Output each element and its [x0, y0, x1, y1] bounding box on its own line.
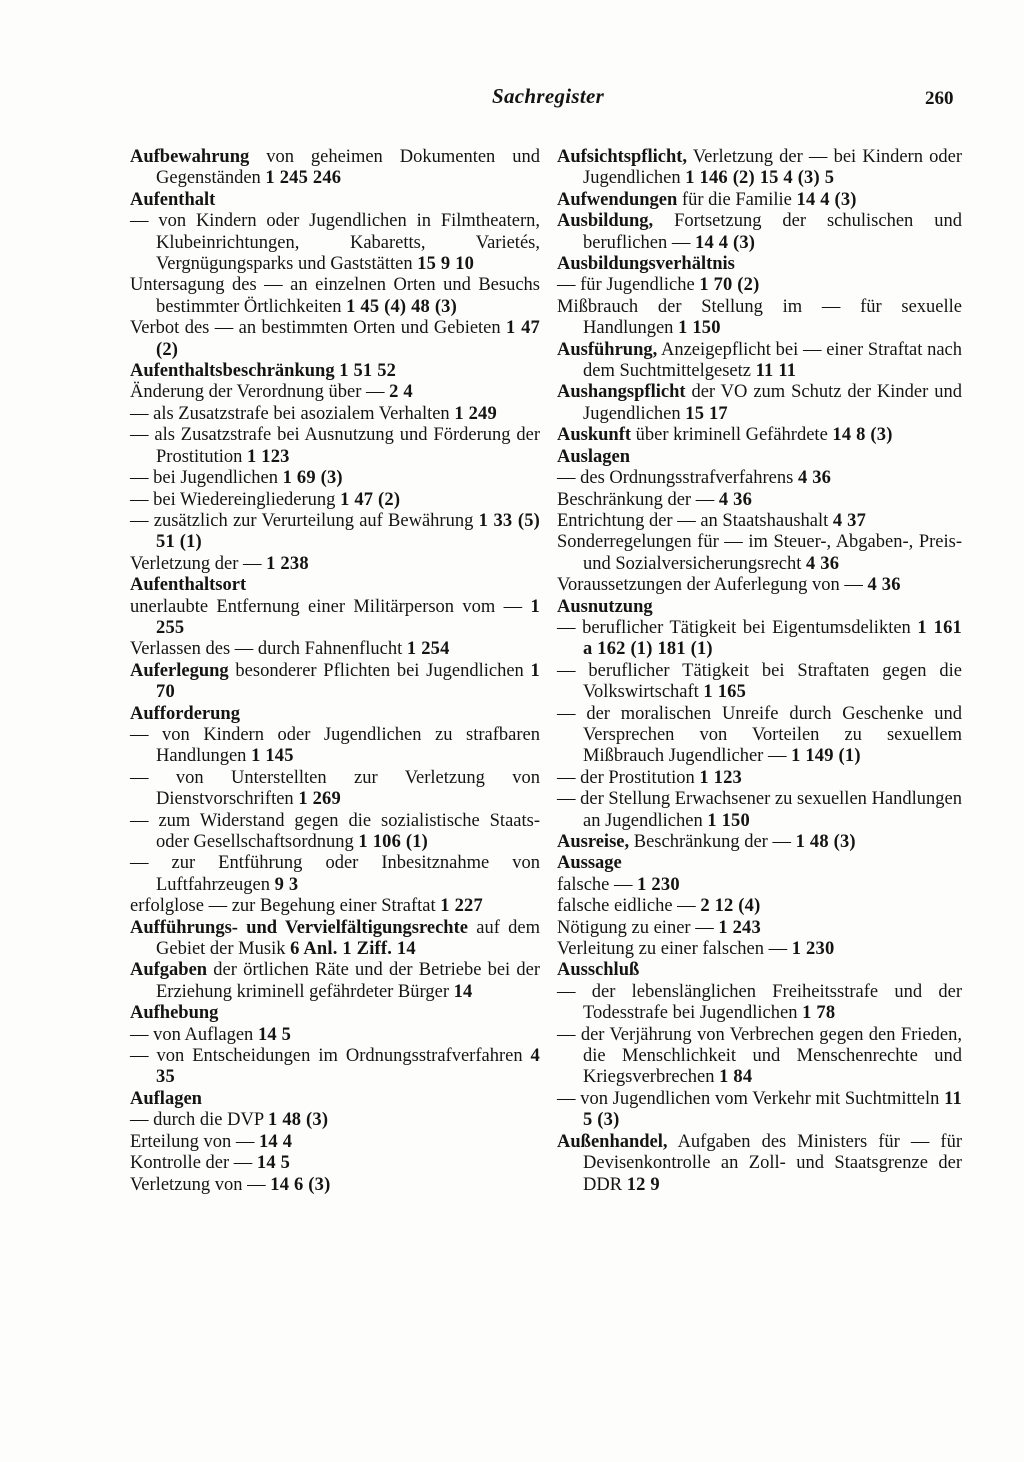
- entry-text: — beruflicher Tätigkeit bei Eigentumsdelikten: [557, 617, 918, 638]
- entry-reference: 4 36: [867, 575, 901, 596]
- entry-reference: 14 4 (3): [695, 232, 756, 253]
- index-entry: [557, 832, 962, 853]
- entry-text: Änderung der Verordnung über —: [130, 382, 390, 403]
- entry-text: über kriminell Gefährdete: [631, 425, 833, 446]
- index-entry: [130, 575, 540, 596]
- entry-text: — zusätzlich zur Verurteilung auf Bewährung: [130, 510, 479, 531]
- entry-reference: 1 243: [718, 917, 761, 938]
- entry-keyword: Aufführungs- und Vervielfältigungsrechte: [130, 917, 468, 938]
- index-entry: [130, 425, 540, 468]
- entry-reference: 1 249: [454, 403, 497, 424]
- entry-keyword: Auskunft: [557, 425, 632, 446]
- entry-reference: 1 84: [719, 1067, 753, 1088]
- entry-keyword: Ausschluß: [557, 960, 640, 981]
- entry-reference: 11 5 (3): [583, 1088, 962, 1131]
- index-entry: [130, 318, 540, 361]
- index-entry: [130, 468, 540, 489]
- entry-keyword: Ausbildung,: [557, 211, 654, 232]
- entry-keyword: Aussage: [557, 853, 622, 874]
- index-entry: [557, 618, 962, 661]
- entry-keyword: Ausnutzung: [557, 596, 653, 617]
- index-entry: [130, 382, 540, 403]
- entry-text: — bei Jugendlichen: [130, 468, 283, 489]
- entry-text: falsche eidliche —: [557, 896, 701, 917]
- entry-text: — der lebenslänglichen Freiheitsstrafe und der Todesstrafe bei Jugendlichen: [557, 981, 962, 1024]
- entry-text: auf dem Gebiet der Musik: [156, 917, 540, 960]
- entry-text: für die Familie: [677, 189, 797, 210]
- entry-text: — von Entscheidungen im Ordnungsstrafverfahren: [130, 1046, 531, 1067]
- entry-text: — von Unterstellten zur Verletzung von Dienstvorschriften: [130, 767, 540, 810]
- index-entry: [557, 939, 962, 960]
- entry-reference: 1 230: [637, 874, 680, 895]
- entry-keyword: Ausführung,: [557, 339, 658, 360]
- entry-text: — von Kindern oder Jugendlichen zu strafbaren Handlungen: [130, 724, 540, 767]
- index-entry: [557, 490, 962, 511]
- index-entry: [130, 211, 540, 275]
- entry-reference: 4 36: [797, 468, 832, 489]
- index-entry: [557, 661, 962, 704]
- index-entry: [130, 811, 540, 854]
- entry-reference: 4 36: [805, 553, 840, 574]
- entry-reference: 12 9: [626, 1174, 660, 1195]
- entry-text: Kontrolle der —: [130, 1153, 257, 1174]
- entry-reference: 1 47 (2): [156, 318, 540, 360]
- entry-text: — der Stellung Erwachsener zu sexuellen Handlungen an Jugendlichen: [557, 789, 962, 831]
- entry-reference: 1 33 (5) 51 (1): [156, 510, 540, 553]
- index-column-left: [130, 147, 540, 1196]
- entry-text: Erteilung von —: [130, 1131, 259, 1152]
- entry-text: — der Verjährung von Verbrechen gegen den Frieden, die Menschlichkeit und Menschenrechte und Kriegsverbrechen: [557, 1024, 962, 1088]
- index-entry: [130, 404, 540, 425]
- entry-reference: 14 6 (3): [270, 1174, 331, 1195]
- index-entry: [130, 704, 540, 725]
- entry-reference: 1 123: [246, 446, 290, 467]
- entry-text: besonderer Pflichten bei Jugendlichen: [228, 660, 531, 681]
- entry-reference: 1 146 (2) 15 4 (3) 5: [685, 168, 835, 189]
- index-entry: [130, 768, 540, 811]
- entry-reference: 1 150: [678, 318, 721, 339]
- entry-reference: 4 36: [718, 489, 753, 510]
- index-entry: [130, 853, 540, 896]
- index-entry: [557, 1132, 962, 1196]
- index-entry: [557, 447, 962, 468]
- entry-keyword: Außenhandel,: [557, 1131, 668, 1152]
- entry-text: Sonderregelungen für — im Steuer-, Abgaben-, Preis- und Sozialversicherungsrecht: [557, 532, 962, 574]
- entry-keyword: Aufenthaltsbeschränkung: [130, 361, 335, 382]
- entry-reference: 1 227: [440, 896, 483, 917]
- entry-reference: 1 78: [802, 1003, 836, 1024]
- entry-keyword: Aufbewahrung: [130, 147, 250, 167]
- index-entry: [130, 1175, 540, 1196]
- entry-text: Verlassen des — durch Fahnenflucht: [130, 639, 407, 660]
- entry-reference: 1 165: [703, 682, 747, 703]
- index-entry: [557, 575, 962, 596]
- entry-reference: 1 70 (2): [699, 275, 760, 296]
- entry-text: falsche —: [557, 874, 638, 895]
- entry-keyword: Auflagen: [130, 1088, 202, 1109]
- entry-text: — von Kindern oder Jugendlichen in Filmtheatern, Klubeinrichtungen, Kabaretts, Varietés, Vergnügungsparks und Gaststätten: [130, 211, 540, 275]
- entry-reference: 14: [453, 981, 473, 1002]
- entry-keyword: Auslagen: [557, 446, 630, 467]
- entry-text: — durch die DVP: [130, 1110, 269, 1131]
- entry-reference: 4 35: [156, 1046, 540, 1088]
- entry-reference: 14 4: [258, 1131, 293, 1152]
- entry-keyword: Aufenthalt: [130, 189, 216, 210]
- index-entry: [557, 147, 962, 190]
- entry-text: von geheimen Dokumenten und Gegenständen: [156, 147, 540, 189]
- entry-text: Verbot des — an bestimmten Orten und Gebieten: [130, 318, 507, 339]
- entry-keyword: Aushangspflicht: [557, 382, 686, 403]
- entry-text: — zum Widerstand gegen die sozialistische Staats- oder Gesellschaftsordnung: [130, 810, 540, 852]
- entry-reference: 2 12 (4): [700, 896, 761, 917]
- index-entry: [130, 1153, 540, 1174]
- index-entry: [130, 190, 540, 211]
- entry-reference: 15 9 10: [417, 254, 475, 275]
- index-entry: [557, 597, 962, 618]
- index-entry: [557, 960, 962, 981]
- entry-text: — von Jugendlichen vom Verkehr mit Suchtmitteln: [557, 1088, 945, 1109]
- entry-text: — der moralischen Unreife durch Geschenke und Versprechen von Vorteilen zu sexuellem Mißbrauch Jugendlicher —: [557, 703, 962, 767]
- entry-text: — von Auflagen: [130, 1024, 258, 1045]
- entry-reference: 1 255: [156, 596, 540, 638]
- entry-reference: 1 51 52: [339, 361, 397, 382]
- index-entry: [557, 340, 962, 383]
- entry-reference: 1 47 (2): [340, 489, 401, 510]
- index-column-right: [557, 147, 962, 1196]
- index-entry: [557, 425, 962, 446]
- index-entry: [130, 661, 540, 704]
- index-entry: [557, 982, 962, 1025]
- index-entry: [130, 490, 540, 511]
- index-entry: [557, 190, 962, 211]
- entry-text: Mißbrauch der Stellung im — für sexuelle Handlungen: [557, 296, 962, 339]
- entry-text: Untersagung des — an einzelnen Orten und Besuchs bestimmter Örtlichkeiten: [130, 275, 540, 317]
- entry-reference: 6 Anl. 1 Ziff. 14: [290, 939, 416, 960]
- entry-reference: 1 161 a 162 (1) 181 (1): [583, 617, 963, 660]
- entry-text: Verletzung der —: [130, 553, 267, 574]
- entry-text: der örtlichen Räte und der Betriebe bei der Erziehung kriminell gefährdeter Bürger: [156, 960, 540, 1002]
- entry-text: unerlaubte Entfernung einer Militärperson vom —: [130, 596, 531, 617]
- entry-reference: 1 145: [251, 746, 294, 767]
- index-entry: [557, 875, 962, 896]
- entry-keyword: Aufgaben: [130, 960, 208, 981]
- entry-text: Beschränkung der —: [629, 832, 796, 852]
- index-entry: [130, 639, 540, 660]
- entry-reference: 1 150: [707, 810, 750, 831]
- entry-reference: 14 4 (3): [796, 189, 857, 210]
- index-entry: [130, 361, 540, 382]
- index-entry: [130, 918, 540, 961]
- index-entry: [557, 768, 962, 789]
- entry-reference: 1 69 (3): [282, 468, 343, 489]
- index-entry: [130, 147, 540, 190]
- index-entry: [130, 725, 540, 768]
- entry-text: — als Zusatzstrafe bei Ausnutzung und Förderung der Prostitution: [130, 425, 540, 467]
- entry-keyword: Ausbildungsverhältnis: [557, 254, 735, 275]
- index-entry: [130, 597, 540, 640]
- entry-keyword: Aufsichtspflicht,: [557, 147, 688, 167]
- index-entry: [557, 468, 962, 489]
- index-entry: [557, 896, 962, 917]
- index-entry: [557, 918, 962, 939]
- entry-text: Anzeigepflicht bei — einer Straftat nach dem Suchtmittelgesetz: [583, 339, 962, 382]
- entry-text: Aufgaben des Ministers für — für Devisenkontrolle an Zoll- und Staatsgrenze der DDR: [583, 1131, 962, 1195]
- entry-text: erfolglose — zur Begehung einer Straftat: [130, 896, 441, 917]
- index-entry: [130, 1132, 540, 1153]
- entry-reference: 4 37: [832, 510, 867, 531]
- entry-keyword: Ausreise,: [557, 832, 630, 852]
- entry-reference: 14 8 (3): [832, 425, 893, 446]
- entry-text: Verleitung zu einer falschen —: [557, 939, 792, 960]
- entry-reference: 1 149 (1): [791, 746, 861, 767]
- entry-text: Voraussetzungen der Auferlegung von —: [557, 575, 868, 596]
- index-entry: [557, 211, 962, 254]
- entry-reference: 1 238: [266, 553, 309, 574]
- entry-reference: 1 123: [699, 767, 742, 788]
- entry-text: Verletzung der — bei Kindern oder Jugendlichen: [583, 147, 962, 189]
- index-entry: [557, 297, 962, 340]
- index-entry: [557, 382, 962, 425]
- entry-reference: 14 5: [257, 1024, 292, 1045]
- entry-keyword: Aufhebung: [130, 1003, 219, 1024]
- entry-reference: 1 48 (3): [268, 1110, 329, 1131]
- entry-reference: 14 5: [256, 1153, 291, 1174]
- entry-reference: 1 230: [791, 939, 835, 960]
- entry-reference: 1 254: [406, 639, 450, 660]
- entry-keyword: Aufenthaltsort: [130, 575, 247, 596]
- entry-text: Beschränkung der —: [557, 489, 719, 510]
- entry-text: — als Zusatzstrafe bei asozialem Verhalten: [130, 403, 455, 424]
- index-entry: [130, 1046, 540, 1089]
- index-entry: [557, 511, 962, 532]
- entry-text: — für Jugendliche: [557, 275, 700, 296]
- entry-text: — der Prostitution: [557, 767, 700, 788]
- index-entry: [557, 704, 962, 768]
- index-entry: [130, 511, 540, 554]
- index-entry: [130, 960, 540, 1003]
- entry-reference: 1 269: [298, 789, 341, 810]
- index-entry: [557, 275, 962, 296]
- entry-keyword: Aufforderung: [130, 703, 240, 724]
- entry-reference: 15 17: [685, 403, 728, 424]
- index-entry: [130, 896, 540, 917]
- entry-reference: 1 70: [156, 660, 540, 703]
- index-entry: [557, 1089, 962, 1132]
- index-entry: [130, 275, 540, 318]
- entry-reference: 1 45 (4) 48 (3): [346, 296, 457, 317]
- entry-reference: 11 11: [755, 361, 797, 382]
- index-entry: [557, 789, 962, 832]
- index-entry: [557, 532, 962, 575]
- entry-text: Entrichtung der — an Staatshaushalt: [557, 510, 833, 531]
- index-entry: [557, 254, 962, 275]
- entry-text: — bei Wiedereingliederung: [130, 489, 341, 510]
- entry-text: der VO zum Schutz der Kinder und Jugendlichen: [583, 382, 962, 424]
- index-entry: [130, 1089, 540, 1110]
- entry-text: Nötigung zu einer —: [557, 917, 719, 938]
- entry-reference: 1 48 (3): [795, 832, 856, 852]
- index-entry: [557, 1025, 962, 1089]
- entry-text: — beruflicher Tätigkeit bei Straftaten gegen die Volkswirtschaft: [557, 660, 962, 703]
- index-entry: [557, 853, 962, 874]
- index-entry: [130, 1003, 540, 1024]
- running-header-title: Sachregister: [492, 84, 605, 108]
- entry-reference: 1 245 246: [265, 168, 342, 189]
- entry-text: — zur Entführung oder Inbesitznahme von Luftfahrzeugen: [130, 853, 540, 895]
- entry-reference: 9 3: [274, 874, 299, 895]
- entry-text: Verletzung von —: [130, 1174, 271, 1195]
- entry-keyword: Aufwendungen: [557, 189, 678, 210]
- index-entry: [130, 1110, 540, 1131]
- page-number: 260: [925, 88, 954, 109]
- entry-text: — des Ordnungsstrafverfahrens: [557, 468, 798, 489]
- entry-keyword: Auferlegung: [130, 660, 229, 681]
- entry-text: Fortsetzung der schulischen und beruflichen —: [583, 211, 962, 253]
- index-entry: [130, 1025, 540, 1046]
- entry-reference: 2 4: [389, 382, 413, 403]
- entry-reference: 1 106 (1): [358, 832, 429, 852]
- index-entry: [130, 554, 540, 575]
